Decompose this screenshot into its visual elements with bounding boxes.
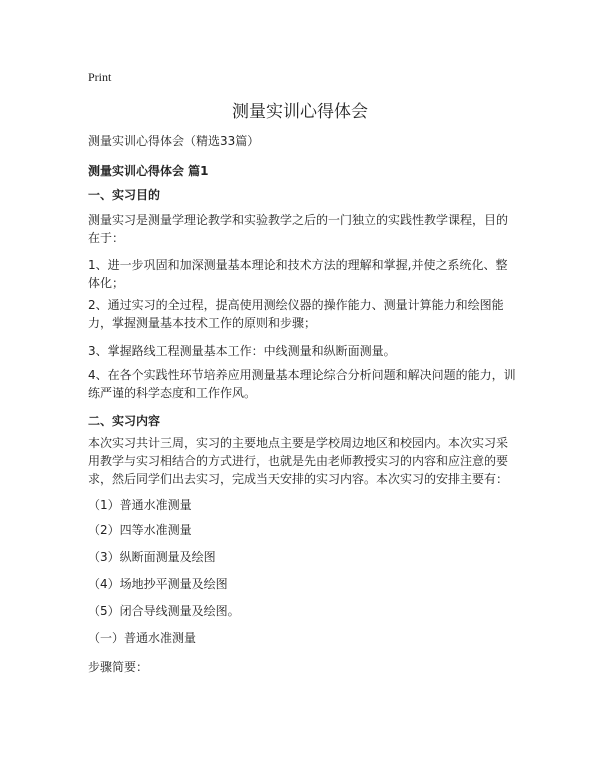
content-item-5: （5）闭合导线测量及绘图。 xyxy=(88,604,240,618)
section-1-item-3: 3、掌握路线工程测量基本工作：中线测量和纵断面测量。 xyxy=(88,344,396,358)
section-2-intro: 本次实习共计三周，实习的主要地点主要是学校周边地区和校园内。本次实习采用教学与实习相结合的方式进行，也就是先由老师教授实习的内容和应注意的要求，然后同学们出去实习，完成当天安排的实习内容。本次实习的安排主要有： xyxy=(88,436,509,486)
section-1-item-2: 2、通过实习的全过程，提高使用测绘仪器的操作能力、测量计算能力和绘图能力，掌握测量基本技术工作的原则和步骤； xyxy=(88,298,504,330)
section-1-item-1: 1、进一步巩固和加深测量基本理论和技术方法的理解和掌握,并使之系统化、整体化； xyxy=(88,258,508,290)
article-heading: 测量实训心得体会 篇1 xyxy=(88,164,209,178)
content-item-1: （1）普通水准测量 xyxy=(88,498,192,512)
steps-label: 步骤简要： xyxy=(88,660,149,674)
content-item-2: （2）四等水准测量 xyxy=(88,523,192,537)
document-subtitle: 测量实训心得体会（精选33篇） xyxy=(88,134,260,148)
section-1-intro: 测量实习是测量学理论教学和实验教学之后的一门独立的实践性教学课程，目的在于： xyxy=(88,213,509,245)
section-1-item-4: 4、在各个实践性环节培养应用测量基本理论综合分析问题和解决问题的能力，训练严谨的科学态度和工作作风。 xyxy=(88,368,516,400)
section-heading-1: 一、实习目的 xyxy=(88,188,161,202)
content-item-3: （3）纵断面测量及绘图 xyxy=(88,550,216,564)
section-heading-2: 二、实习内容 xyxy=(88,414,161,428)
page-title: 测量实训心得体会 xyxy=(232,102,368,122)
content-item-4: （4）场地抄平测量及绘图 xyxy=(88,577,228,591)
print-link[interactable]: Print xyxy=(88,70,112,84)
subsection-heading: （一）普通水准测量 xyxy=(88,631,197,645)
